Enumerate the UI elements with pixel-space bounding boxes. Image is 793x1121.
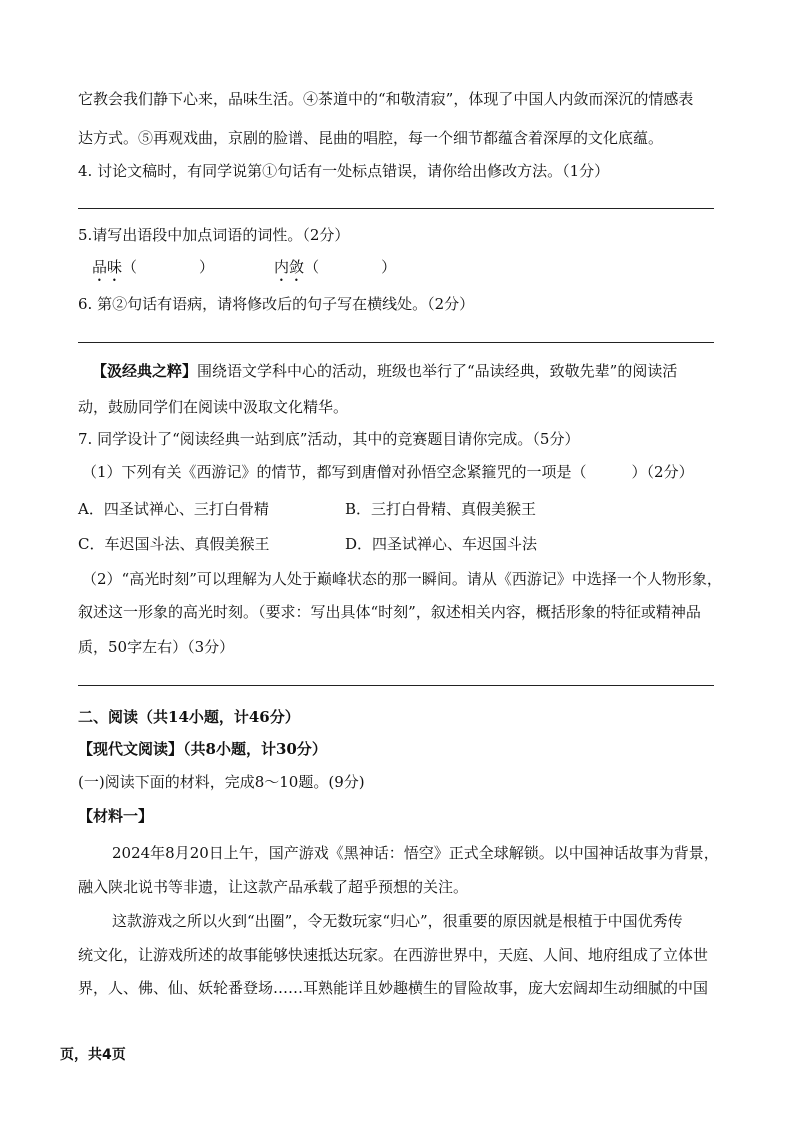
modern-reading-heading: 【现代文阅读】（共8小题，计30分） (78, 740, 327, 758)
question-5-blanks: 品味（ ） 内敛（ ） (92, 258, 397, 276)
answer-line (78, 208, 714, 209)
text-line: 质，50字左右）（3分） (78, 638, 235, 656)
option-a: A．四圣试禅心、三打白骨精 (78, 500, 269, 518)
question-7-2: （2）“高光时刻”可以理解为人处于巅峰状态的那一瞬间。请从《西游记》中选择一个人物形象， (82, 570, 722, 588)
question-7-1: （1）下列有关《西游记》的情节，都写到唐僧对孙悟空念紧箍咒的一项是（ ）（2分） (82, 463, 694, 481)
option-b: B．三打白骨精、真假美猴王 (345, 500, 537, 518)
paragraph-line: 2024年8月20日上午，国产游戏《黑神话：悟空》正式全球解锁。以中国神话故事为背景， (112, 844, 719, 862)
question-4: 4. 讨论文稿时，有同学说第①句话有一处标点错误，请你给出修改方法。（1分） (78, 162, 610, 180)
answer-line (78, 342, 714, 343)
option-c: C．车迟国斗法、真假美猴王 (78, 535, 270, 553)
subsection-heading: (一)阅读下面的材料，完成8～10题。(9分) (78, 773, 365, 791)
text-line: 达方式。⑤再观戏曲，京剧的脸谱、昆曲的唱腔，每一个细节都蕴含着深厚的文化底蕴。 (78, 129, 664, 147)
material-1-heading: 【材料一】 (78, 807, 154, 825)
answer-line (78, 685, 714, 686)
question-7: 7. 同学设计了“阅读经典一站到底”活动，其中的竞赛题目请你完成。（5分） (78, 430, 580, 448)
section-title: 【汲经典之粹】 (92, 362, 198, 380)
page-footer: 页，共4页 (60, 1047, 126, 1063)
paragraph-line: 界，人、佛、仙、妖轮番登场……耳熟能详且妙趣横生的冒险故事，庞大宏阔却生动细腻的中国 (78, 979, 709, 997)
text-line: 叙述这一形象的高光时刻。（要求：写出具体“时刻”，叙述相关内容，概括形象的特征或精神品 (78, 603, 701, 621)
section-intro: 【汲经典之粹】围绕语文学科中心的活动，班级也举行了“品读经典，致敬先辈”的阅读活 (92, 362, 678, 380)
text-line: 动，鼓励同学们在阅读中汲取文化精华。 (78, 398, 349, 416)
dotted-word: 内敛 (274, 258, 305, 276)
question-5: 5.请写出语段中加点词语的词性。（2分） (78, 226, 350, 244)
question-6: 6. 第②句话有语病，请将修改后的句子写在横线处。（2分） (78, 295, 475, 313)
text-line: 它教会我们静下心来，品味生活。④茶道中的“和敬清寂”，体现了中国人内敛而深沉的情感表 (78, 90, 694, 108)
dotted-word: 品味 (92, 258, 123, 276)
paragraph-line: 统文化，让游戏所述的故事能够快速抵达玩家。在西游世界中，天庭、人间、地府组成了立体世 (78, 946, 709, 964)
paragraph-line: 融入陕北说书等非遗，让这款产品承载了超乎预想的关注。 (78, 878, 469, 896)
option-d: D．四圣试禅心、车迟国斗法 (345, 535, 538, 553)
part-2-heading: 二、阅读（共14小题，计46分） (78, 708, 300, 726)
paragraph-line: 这款游戏之所以火到“出圈”，令无数玩家“归心”，很重要的原因就是根植于中国优秀传 (112, 912, 683, 930)
